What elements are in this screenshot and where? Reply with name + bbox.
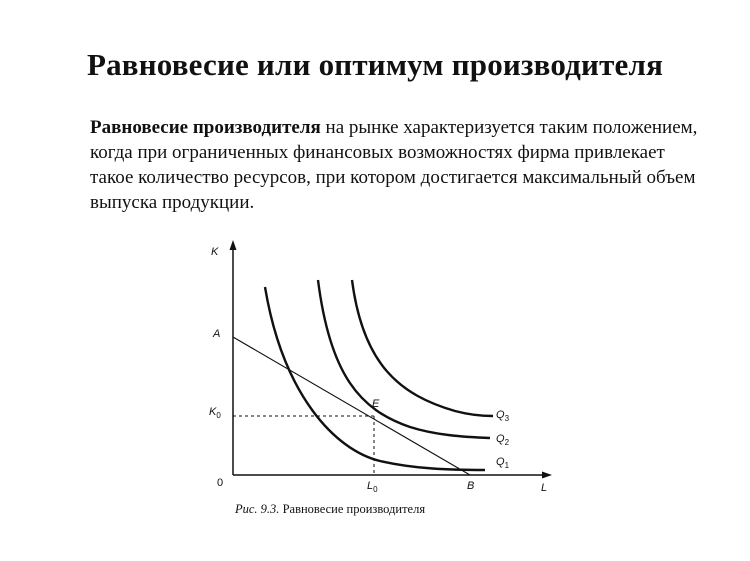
isoquant-q3 xyxy=(352,280,493,416)
isoquant-q1 xyxy=(265,287,485,470)
isocost-line xyxy=(233,337,470,475)
definition-text: на рынке характеризуется таким положением, когда при ограниченных финансовых возможностях фирма привлекает такое количество ресурсов, при котором достигается максимальный объем выпуска продукции. xyxy=(90,117,698,213)
x-axis-arrow xyxy=(542,472,552,479)
origin-label: 0 xyxy=(217,477,224,489)
point-e-label: E xyxy=(372,398,380,410)
q1-label: Q1 xyxy=(496,456,510,470)
y-axis-label: K xyxy=(211,246,219,258)
l0-tick-label: L0 xyxy=(367,480,378,494)
producer-equilibrium-diagram xyxy=(195,235,565,525)
figure-caption: Рис. 9.3. Равновесие производителя xyxy=(235,502,426,516)
point-b-label: B xyxy=(467,480,475,492)
q2-label: Q2 xyxy=(496,433,510,447)
slide-title: Равновесие или оптимум производителя xyxy=(86,47,664,82)
definition-paragraph xyxy=(90,115,710,215)
q3-label: Q3 xyxy=(496,409,510,423)
point-a-label: A xyxy=(213,328,221,340)
y-axis-arrow xyxy=(230,240,237,250)
x-axis-label: L xyxy=(541,482,548,494)
k0-tick-label: K0 xyxy=(209,406,221,420)
definition-term: Равновесие производителя xyxy=(90,117,321,138)
